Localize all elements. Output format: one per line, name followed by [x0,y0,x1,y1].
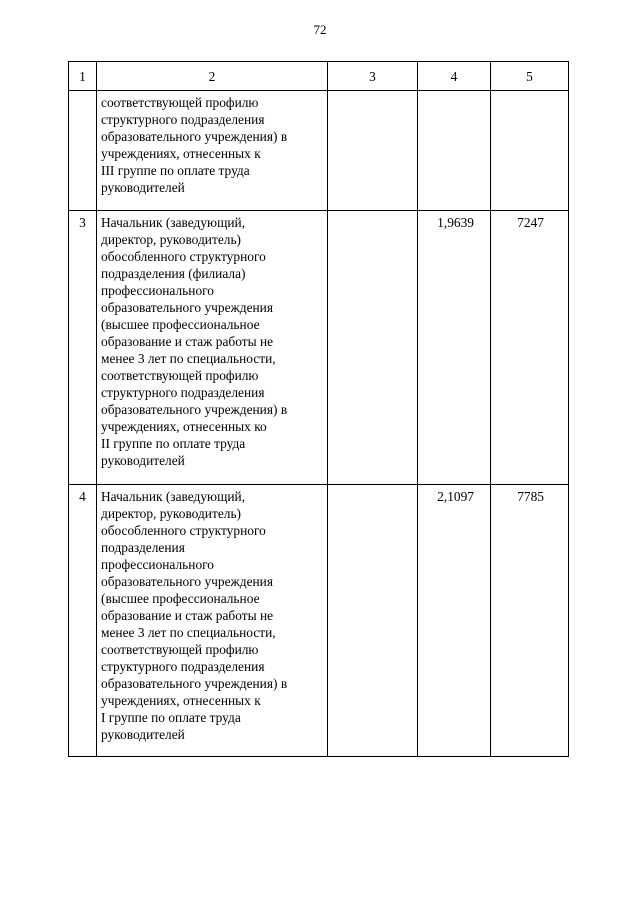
description-line: образовательного учреждения) в [101,129,288,144]
description-line: структурного подразделения [101,385,265,400]
description-line: менее 3 лет по специальности, [101,625,276,640]
salary-cell [491,91,569,211]
salary-cell: 7247 [491,211,569,485]
description-line: профессионального [101,283,214,298]
salary-table [68,61,569,757]
description-line: профессионального [101,557,214,572]
description-line: образовательного учреждения) в [101,402,288,417]
description-line: соответствующей профилю [101,368,259,383]
column-header-1: 1 [69,62,97,91]
description-line: учреждениях, отнесенных ко [101,419,267,434]
description-line: образовательного учреждения) в [101,676,288,691]
column-3-cell [328,91,418,211]
description-line: директор, руководитель) [101,506,242,521]
description-line: структурного подразделения [101,659,265,674]
description-line: руководителей [101,453,185,468]
coefficient-cell: 2,1097 [418,485,491,757]
description-line: (высшее профессиональное [101,317,260,332]
description-line: соответствующей профилю [101,95,259,110]
position-description [97,211,328,485]
description-line: подразделения (филиала) [101,266,246,281]
row-number [69,91,97,211]
column-header-4: 4 [418,62,491,91]
table-row [69,91,569,211]
description-line: образование и стаж работы не [101,334,274,349]
description-line: III группе по оплате труда [101,163,250,178]
row-number: 4 [69,485,97,757]
salary-cell: 7785 [491,485,569,757]
coefficient-cell: 1,9639 [418,211,491,485]
table-row [69,485,569,757]
description-line: обособленного структурного [101,523,266,538]
row-number: 3 [69,211,97,485]
description-line: учреждениях, отнесенных к [101,146,261,161]
description-line: Начальник (заведующий, [101,489,246,504]
coefficient-cell [418,91,491,211]
column-3-cell [328,485,418,757]
description-line: руководителей [101,727,185,742]
column-header-5: 5 [491,62,569,91]
description-line: соответствующей профилю [101,642,259,657]
position-description [97,91,328,211]
description-line: I группе по оплате труда [101,710,241,725]
description-line: II группе по оплате труда [101,436,246,451]
description-line: структурного подразделения [101,112,265,127]
page-number: 72 [313,22,327,37]
description-line: образование и стаж работы не [101,608,274,623]
position-description [97,485,328,757]
description-line: менее 3 лет по специальности, [101,351,276,366]
description-line: образовательного учреждения [101,300,274,315]
column-header-2: 2 [97,62,328,91]
description-line: Начальник (заведующий, [101,215,246,230]
description-line: (высшее профессиональное [101,591,260,606]
description-line: образовательного учреждения [101,574,274,589]
description-line: руководителей [101,180,185,195]
description-line: директор, руководитель) [101,232,242,247]
table-row [69,211,569,485]
column-3-cell [328,211,418,485]
description-line: учреждениях, отнесенных к [101,693,261,708]
table-header-row [69,62,569,91]
column-header-3: 3 [328,62,418,91]
description-line: обособленного структурного [101,249,266,264]
description-line: подразделения [101,540,185,555]
